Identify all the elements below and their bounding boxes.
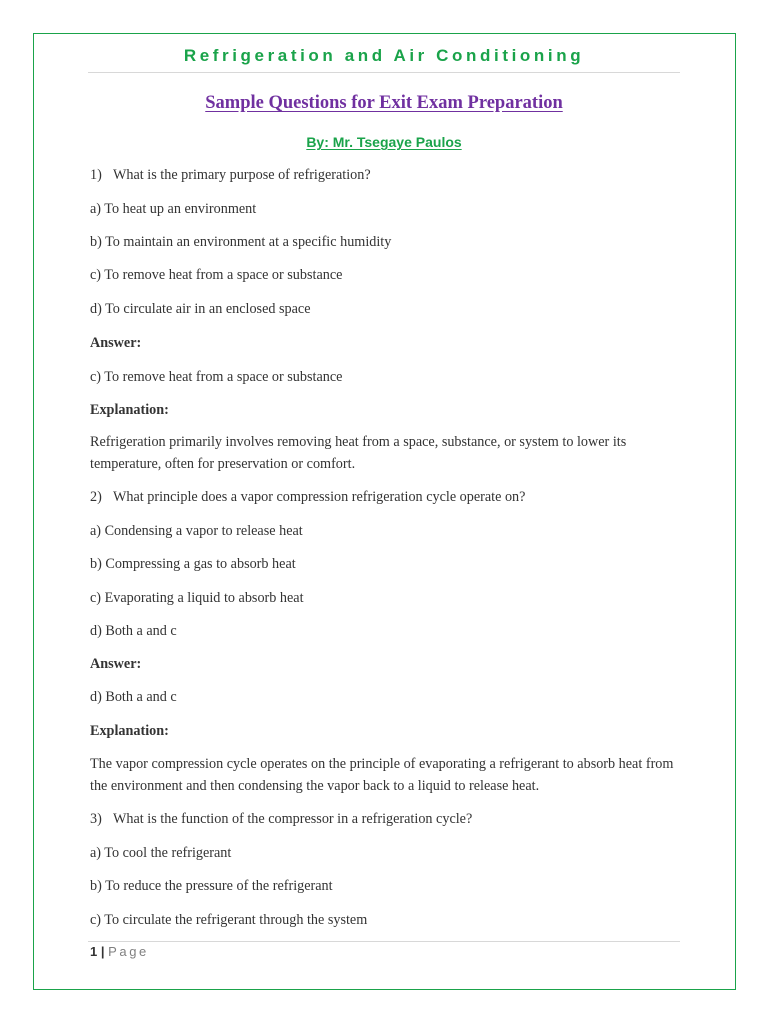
question-2-option-a: a) Condensing a vapor to release heat <box>90 523 303 539</box>
question-text: What is the function of the compressor in a refrigeration cycle? <box>113 811 473 827</box>
question-2-option-b: b) Compressing a gas to absorb heat <box>90 556 296 572</box>
question-number: 3) <box>90 811 102 827</box>
question-1-option-a: a) To heat up an environment <box>90 201 257 217</box>
question-1-option-b: b) To maintain an environment at a specific humidity <box>90 234 392 250</box>
question-3-option-c: c) To circulate the refrigerant through the system <box>90 912 368 928</box>
question-1-answer-label: Answer: <box>90 335 142 351</box>
footer-divider <box>88 941 680 942</box>
question-1-explanation: Refrigeration primarily involves removing heat from a space, substance, or system to lower its temperature, often for preservation or comfort. <box>90 434 627 472</box>
question-text: What principle does a vapor compression refrigeration cycle operate on? <box>113 489 526 505</box>
author-text: By: Mr. Tsegaye Paulos <box>306 134 462 150</box>
page-number: 1 <box>90 944 98 959</box>
question-1-option-c: c) To remove heat from a space or substance <box>90 267 343 283</box>
question-2 <box>90 487 680 509</box>
question-number: 1) <box>90 167 102 183</box>
footer-separator: | <box>100 944 105 959</box>
question-2-answer: d) Both a and c <box>90 689 177 705</box>
question-1 <box>90 165 680 187</box>
question-1-explanation-label: Explanation: <box>90 402 169 418</box>
header-title: Refrigeration and Air Conditioning <box>183 46 585 65</box>
question-1-option-d: d) To circulate air in an enclosed space <box>90 301 311 317</box>
question-3-option-b: b) To reduce the pressure of the refrigerant <box>90 878 333 894</box>
question-number: 2) <box>90 489 102 505</box>
question-text: What is the primary purpose of refrigeration? <box>113 167 371 183</box>
page-footer <box>90 944 149 959</box>
document-title-text: Sample Questions for Exit Exam Preparation <box>205 93 563 113</box>
question-3 <box>90 809 680 831</box>
author-line <box>0 134 768 150</box>
document-title <box>0 93 768 114</box>
question-2-explanation-label: Explanation: <box>90 723 169 739</box>
question-1-answer: c) To remove heat from a space or substance <box>90 369 343 385</box>
question-3-option-a: a) To cool the refrigerant <box>90 845 232 861</box>
question-2-explanation: The vapor compression cycle operates on the principle of evaporating a refrigerant to absorb heat from the environment and then condensing the vapor back to a liquid to release heat. <box>90 756 674 794</box>
question-2-answer-label: Answer: <box>90 656 142 672</box>
question-2-option-c: c) Evaporating a liquid to absorb heat <box>90 590 304 606</box>
question-2-option-d: d) Both a and c <box>90 623 177 639</box>
page-label: Page <box>108 944 149 959</box>
header-divider <box>88 72 680 73</box>
